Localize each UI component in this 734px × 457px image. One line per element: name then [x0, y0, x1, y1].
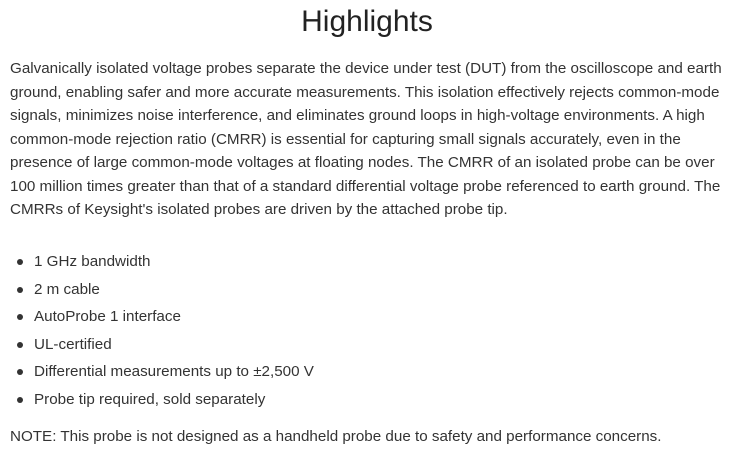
- feature-list: [10, 248, 710, 414]
- bullet-icon: [17, 314, 23, 320]
- intro-paragraph: Galvanically isolated voltage probes separate the device under test (DUT) from the oscilloscope and earth ground, enabling safer and more accurate measurements. This isolation effectively rejects common-mode signals, minimizes noise interference, and eliminates ground loops in high-voltage environments. A high common-mode rejection ratio (CMRR) is essential for capturing small signals accurately, even in the presence of large common-mode voltages at floating nodes. The CMRR of an isolated probe can be over 100 million times greater than that of a standard differential voltage probe referenced to earth ground. The CMRRs of Keysight's isolated probes are driven by the attached probe tip.: [10, 60, 722, 218]
- bullet-icon: [17, 397, 23, 403]
- bullet-icon: [17, 259, 23, 265]
- feature-text: 2 m cable: [34, 280, 100, 298]
- bullet-icon: [17, 342, 23, 348]
- feature-text: AutoProbe 1 interface: [34, 308, 181, 326]
- feature-item: [10, 248, 710, 276]
- bullet-icon: [17, 287, 23, 293]
- bullet-icon: [17, 369, 23, 375]
- feature-item: [10, 358, 710, 386]
- feature-item: [10, 386, 710, 414]
- feature-text: UL-certified: [34, 335, 112, 353]
- feature-item: [10, 276, 710, 304]
- note-text: NOTE: This probe is not designed as a handheld probe due to safety and performance concerns.: [10, 428, 662, 445]
- section-heading: Highlights: [301, 5, 433, 38]
- feature-text: Probe tip required, sold separately: [34, 390, 266, 408]
- feature-item: [10, 331, 710, 359]
- feature-text: Differential measurements up to ±2,500 V: [34, 363, 314, 381]
- feature-text: 1 GHz bandwidth: [34, 253, 151, 270]
- feature-item: [10, 303, 710, 331]
